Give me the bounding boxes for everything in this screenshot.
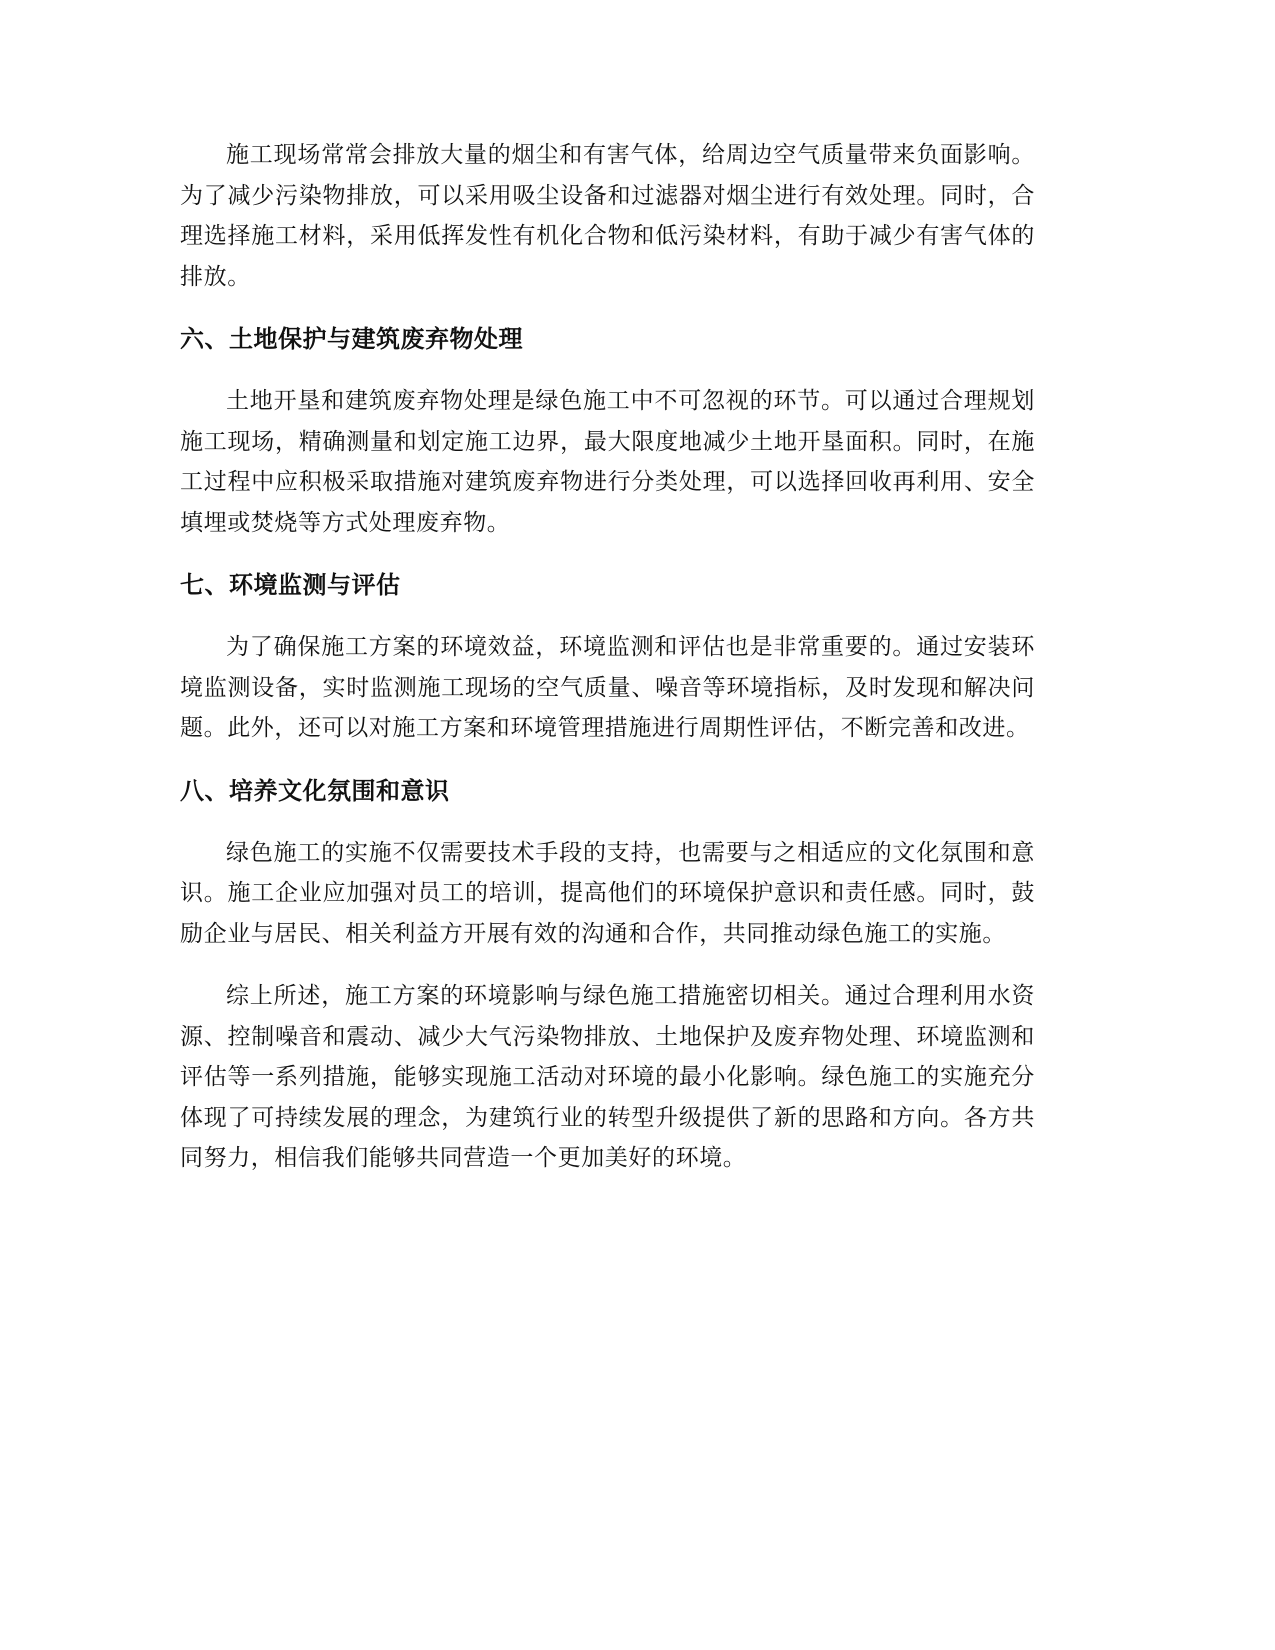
section-paragraph-culture-awareness: 绿色施工的实施不仅需要技术手段的支持，也需要与之相适应的文化氛围和意识。施工企业应加强对员工的培训，提高他们的环境保护意识和责任感。同时，鼓励企业与居民、相关利益方开展有效的沟通和合作，共同推动绿色施工的实施。	[180, 839, 1035, 947]
document-page	[180, 135, 1035, 1201]
section-title-culture-awareness: 八、培养文化氛围和意识	[180, 776, 450, 805]
section-paragraph-environmental-monitoring: 为了确保施工方案的环境效益，环境监测和评估也是非常重要的。通过安装环境监测设备，实时监测施工现场的空气质量、噪音等环境指标，及时发现和解决问题。此外，还可以对施工方案和环境管理措施进行周期性评估，不断完善和改进。	[180, 634, 1035, 741]
section-title-environmental-monitoring: 七、环境监测与评估	[180, 571, 401, 599]
intro-paragraph: 施工现场常常会排放大量的烟尘和有害气体，给周边空气质量带来负面影响。为了减少污染物排放，可以采用吸尘设备和过滤器对烟尘进行有效处理。同时，合理选择施工材料，采用低挥发性有机化合物和低污染材料，有助于减少有害气体的排放。	[180, 142, 1035, 290]
section-title-land-protection: 六、土地保护与建筑废弃物处理	[180, 325, 523, 353]
section-paragraph-land-protection: 土地开垦和建筑废弃物处理是绿色施工中不可忽视的环节。可以通过合理规划施工现场，精确测量和划定施工边界，最大限度地减少土地开垦面积。同时，在施工过程中应积极采取措施对建筑废弃物进行分类处理，可以选择回收再利用、安全填埋或焚烧等方式处理废弃物。	[180, 388, 1035, 536]
conclusion-paragraph: 综上所述，施工方案的环境影响与绿色施工措施密切相关。通过合理利用水资源、控制噪音和震动、减少大气污染物排放、土地保护及废弃物处理、环境监测和评估等一系列措施，能够实现施工活动对环境的最小化影响。绿色施工的实施充分体现了可持续发展的理念，为建筑行业的转型升级提供了新的思路和方向。各方共同努力，相信我们能够共同营造一个更加美好的环境。	[180, 983, 1035, 1171]
